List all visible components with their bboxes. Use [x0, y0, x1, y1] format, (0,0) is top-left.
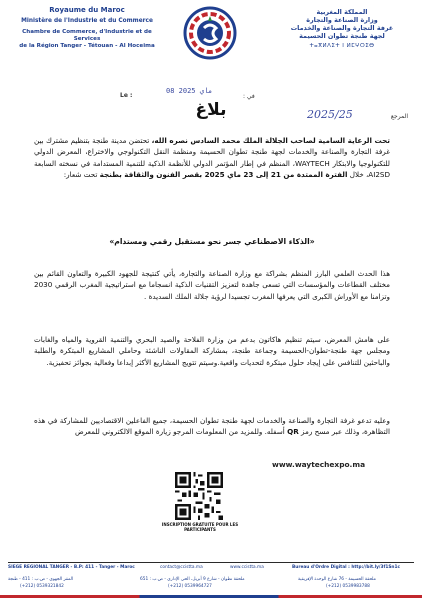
footer-color-stripe — [0, 595, 422, 598]
qr-word: QR — [287, 427, 299, 437]
header-french — [12, 6, 162, 49]
paragraph-event: هذا الحدث العلمي البارز المنظم بشراكة مع وزارة الصناعة والتجارة، يأتي كنتيجة للجهود الكبيرة والتعاون القائم بين مختلف القطاعات والمؤسسات التي تسعى جاهدة لتعزيز التقنيات الذكية انسجاما مع استراتيجية المغرب الرقمي 2030 وتزامنا مع الأوراش الكبرى التي يعرفها المغرب تجسيدا لرؤية جلالة الملك السديدة . — [34, 269, 390, 301]
qr-caption: INSCRIPTION GRATUITE POUR LES PARTICIPANTS — [161, 522, 239, 533]
page-title: بلاغ — [195, 100, 227, 120]
footer-website[interactable]: www.ccistta.ma — [230, 565, 264, 570]
date-label-fr: Le : — [120, 92, 133, 99]
footer-siege: SIEGE REGIONAL TANGER - B.P: 411 - Tanger - Maroc — [8, 565, 135, 570]
paragraph-invitation — [34, 415, 390, 438]
chamber-logo-icon — [183, 6, 237, 60]
footer-phone-1: (+212) 0539321842 — [20, 584, 64, 589]
slogan: «الذكاء الاصطناعي جسر نحو مستقبل رقمي ومستدام» — [109, 237, 315, 246]
ministry-fr: Ministère de l'Industrie et du Commerce — [21, 18, 153, 25]
footer-hoceima-ar: ملحقة الحسيمة - 76 شارع الوحدة الإفريقية — [298, 577, 376, 582]
ministry-ar: وزارة الصناعة والتجارة — [306, 16, 378, 24]
reference-label: المرجع — [390, 113, 408, 120]
date-label-ar: في : — [243, 93, 255, 100]
header-arabic — [272, 8, 412, 50]
tifinagh-text: ⵜⴰⴳⵍⴷⵉⵜ ⵏ ⵍⵎⵖⵔⵉⴱ — [309, 43, 375, 49]
chamber-ar-line1: غرفة التجارة والصناعة والخدمات — [290, 24, 394, 32]
kingdom-fr: Royaume du Maroc — [49, 6, 125, 14]
intro-text: تحتضن مدينة طنجة بتنظيم مشترك بين غرفة التجارة والصناعة والخدمات لجهة طنجة تطوان الحسيمة ومنظمة النقل التكنولوجي والاختراع، المعرض الدولي للتكنولوجيا والابتكار WAYTECH، المنظم في إطار المؤتمر الدولي للأنظمة الذكية للتنمية المستدامة في نسخته السابعة AI2SD، خلال — [34, 136, 390, 180]
chamber-ar-line2: لجهة طنجة تطوان الحسيمة — [299, 32, 385, 40]
footer-phone-2: (+212) 0539964727 — [168, 584, 212, 589]
footer-divider — [8, 562, 414, 563]
reference-number: 2025/25 — [307, 108, 353, 121]
footer-phone-3: (+212) 0539983788 — [326, 584, 370, 589]
date-stamp: 08 ماي 2025 — [166, 87, 213, 95]
invitation-end: أسفله. وللمزيد من المعلومات المرجو زيارة الموقع الالكتروني للمعرض — [75, 427, 288, 437]
footer-tetouan-ar: ملحقة تطوان - شارع 9 أبريل، الحي الإداري - ص.ب : 651 — [140, 577, 245, 582]
paragraph-intro — [34, 135, 390, 181]
footer-email[interactable]: contact@ccistta.ma — [160, 565, 203, 570]
kingdom-ar: المملكة المغربية — [316, 8, 368, 16]
qr-code-icon[interactable] — [175, 472, 223, 520]
chamber-fr-line2: de la Région Tanger - Tétouan - Al Hoceima — [19, 42, 155, 49]
intro-dates: الفترة الممتدة من 21 إلى 23 ماي 2025 بقصر الفنون والثقافة بطنجة — [99, 170, 348, 180]
invitation-text: وعليه تدعو غرفة التجارة والصناعة والخدمات لجهة طنجة تطوان الحسيمة، جميع الفاعلين الاقتصاديين للمشاركة في هذه التظاهرة، وذلك عبر مسح رمز — [34, 416, 390, 437]
paragraph-hackathon: على هامش المعرض، سيتم تنظيم هاكاتون بدعم من وزارة الفلاحة والصيد البحري والتنمية القروية والمياه والغابات ومجلس جهة طنجة-تطوان-الحسيمة وجماعة طنجة، بمشاركة المقاولات الناشئة وحاملي المشاريع المبتكرة والطلبة والباحثين للتنافس على إيجاد حلول مبتكرة لتحديات واقعية.وسيتم تتويج المشاريع الأكثر إبداعا وفعالية بجوائز تحفيزية. — [34, 335, 390, 367]
footer-siege-ar: المقر الجهوي - ص.ب : 411 - طنجة — [8, 577, 74, 582]
footer-bureau[interactable]: Bureau d'Ordre Digital : http://bit.ly/3f1Sn1c — [292, 565, 401, 570]
chamber-fr-line1: Chambre de Commerce, d'Industrie et de Services — [22, 29, 152, 43]
website-link[interactable]: www.waytechexpo.ma — [272, 460, 366, 469]
intro-bold: تحت الرعاية السامية لصاحب الجلالة الملك محمد السادس نصره الله، — [151, 136, 390, 145]
intro-end: تحت شعار: — [63, 170, 100, 180]
